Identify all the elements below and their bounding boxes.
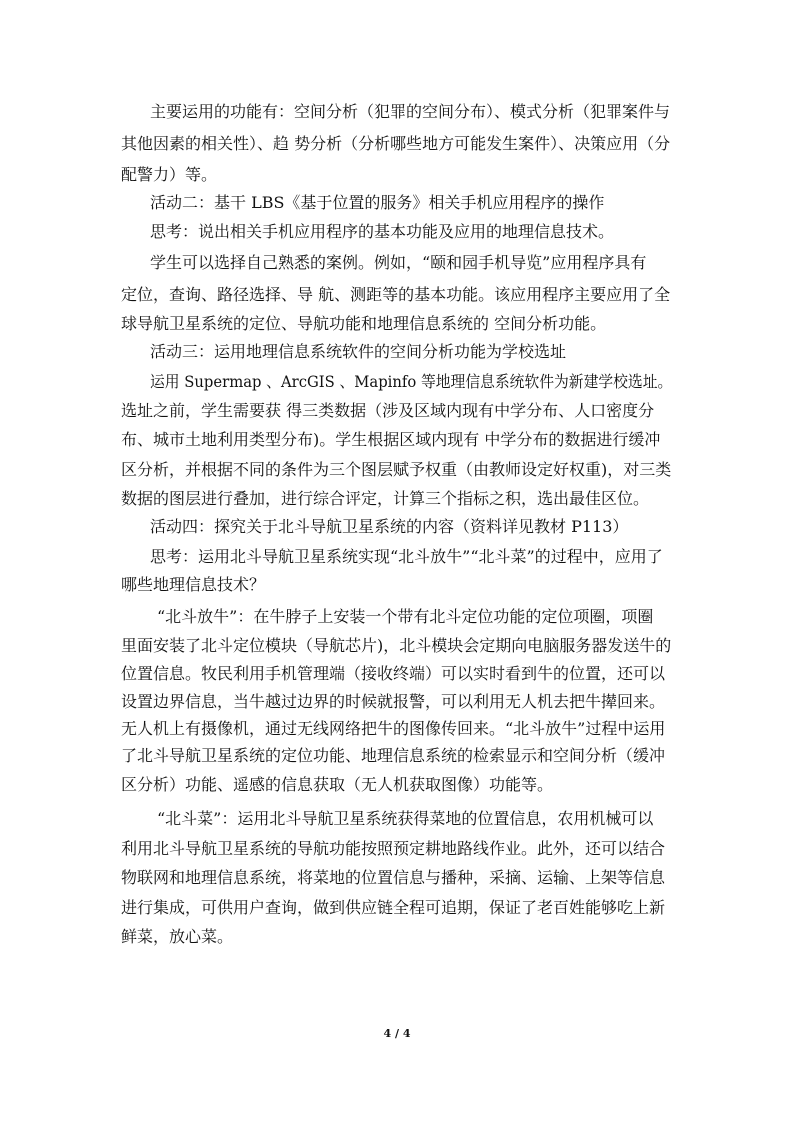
text-line: 区分析）功能、遥感的信息获取（无人机获取图像）功能等。 <box>121 775 554 794</box>
text-line: 进行集成，可供用户查询，做到供应链全程可追期，保证了老百姓能够吃上新 <box>121 898 666 917</box>
text-line: 里面安装了北斗定位模块（导航芯片)，北斗模块会定期向电脑服务器发送牛的 <box>121 636 672 655</box>
text-line: 其他因素的相关性）、趋 势分析（分析哪些地方可能发生案件）、决策应用（分 <box>121 134 671 153</box>
text-line: 主要运用的功能有：空间分析（犯罪的空间分布）、模式分析（犯罪案件与 <box>150 102 671 121</box>
text-line: 选址之前，学生需要获 得三类数据（涉及区域内现有中学分布、人口密度分 <box>121 401 655 420</box>
text-line: “北斗菜”：运用北斗导航卫星系统获得菜地的位置信息，农用机械可以 <box>157 809 654 828</box>
section-heading: 活动四：探究关于北斗导航卫星系统的内容（资料详见教材 P113） <box>150 517 629 536</box>
text-line: 利用北斗导航卫星系统的导航功能按照预定耕地路线作业。此外，还可以结合 <box>121 839 666 858</box>
text-line: 无人机上有摄像机，通过无线网络把牛的图像传回来。“北斗放牛”过程中运用 <box>121 719 666 738</box>
text-line: 球导航卫星系统的定位、导航功能和地理信息系统的 空间分析功能。 <box>121 314 607 333</box>
text-line: 配警力）等。 <box>121 165 218 184</box>
text-line: 区分析，并根据不同的条件为三个图层赋予权重（由教师设定好权重)，对三类 <box>121 460 672 479</box>
text-line: 学生可以选择自己熟悉的案例。例如，“颐和园手机导览”应用程序具有 <box>150 253 647 272</box>
text-line: 鲜菜，放心菜。 <box>121 927 234 946</box>
text-line: 位置信息。牧民利用手机管理端（接收终端）可以实时看到牛的位置，还可以 <box>121 664 666 683</box>
text-line: 数据的图层进行叠加，进行综合评定，计算三个指标之积，选出最佳区位。 <box>121 489 650 508</box>
text-line: 布、城市土地利用类型分布)。学生根据区域内现有 中学分布的数据进行缓冲 <box>121 430 661 449</box>
page-number: 4 / 4 <box>383 1027 411 1040</box>
text-line: 哪些地理信息技术？ <box>121 575 266 594</box>
text-line: 了北斗导航卫星系统的定位功能、地理信息系统的检索显示和空间分析（缓冲 <box>121 746 666 765</box>
text-line: 定位，查询、路径选择、导 航、测距等的基本功能。该应用程序主要应用了全 <box>121 285 671 304</box>
text-line: 思考：运用北斗导航卫星系统实现“北斗放牛”“北斗菜”的过程中，应用了 <box>150 547 663 566</box>
text-line: 思考：说出相关手机应用程序的基本功能及应用的地理信息技术。 <box>150 222 615 241</box>
text-line: 设置边界信息，当牛越过边界的时候就报警，可以利用无人机去把牛撵回来。 <box>121 692 666 711</box>
text-line: “北斗放牛”：在牛脖子上安装一个带有北斗定位功能的定位项圈，项圈 <box>157 607 654 626</box>
text-line: 物联网和地理信息系统，将菜地的位置信息与播种，采摘、运输、上架等信息 <box>121 868 666 887</box>
section-heading: 活动三：运用地理信息系统软件的空间分析功能为学校选址 <box>150 342 567 361</box>
section-heading: 活动二：基干 LBS《基于位置的服务》相关手机应用程序的操作 <box>150 193 605 212</box>
text-line: 运用 Supermap 、ArcGIS 、Mapinfo 等地理信息系统软件为新建学校选址。 <box>150 372 673 391</box>
